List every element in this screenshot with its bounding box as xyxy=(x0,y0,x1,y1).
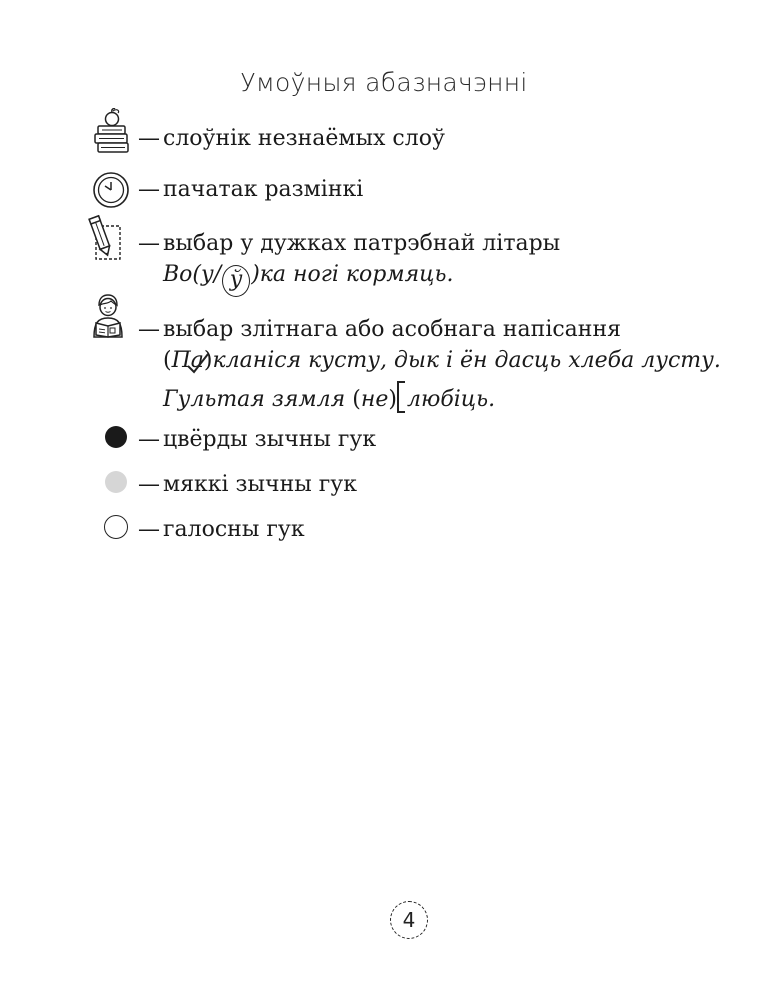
dash: — xyxy=(138,427,160,452)
dash: — xyxy=(138,231,160,256)
circled-letter: ў xyxy=(222,265,250,297)
clock-icon xyxy=(92,171,130,213)
letter-choice-label: выбар у дужках патрэбнай літары xyxy=(163,231,561,256)
separate-mark-icon xyxy=(397,381,405,413)
spelling-example-1 xyxy=(163,348,721,373)
example-text: кланіся кусту, дык і ён дасць хлеба лусту. xyxy=(212,348,721,373)
prefix-text: Па xyxy=(171,348,204,373)
page-number: 4 xyxy=(390,901,428,939)
dash: — xyxy=(138,517,160,542)
filled-grey-circle-icon xyxy=(105,471,127,493)
pencil-paper-icon xyxy=(88,212,124,266)
dash: — xyxy=(138,177,160,202)
option-letter: у xyxy=(201,262,214,287)
spelling-example-2 xyxy=(163,381,495,413)
example-text: )ка ногі кормяць. xyxy=(251,262,454,287)
filled-black-circle-icon xyxy=(105,426,127,448)
bracket: ) xyxy=(388,387,397,412)
warmup-label: пачатак размінкі xyxy=(163,177,364,202)
bracket: ( xyxy=(352,387,361,412)
dash: — xyxy=(138,317,160,342)
bracket: ) xyxy=(203,348,213,373)
hard-consonant-label: цвёрды зычны гук xyxy=(163,427,377,452)
letter-choice-example xyxy=(163,262,454,297)
books-apple-icon xyxy=(92,108,132,158)
spelling-choice-label: выбар злітнага або асобнага напісання xyxy=(163,317,621,342)
example-text: любіць. xyxy=(406,387,496,412)
soft-consonant-label: мяккі зычны гук xyxy=(163,472,357,497)
page-title: Умоўныя абазначэнні xyxy=(240,68,528,97)
bracket: ( xyxy=(163,348,172,373)
slash: / xyxy=(213,262,222,287)
dash: — xyxy=(138,126,160,151)
prefix-text: не xyxy=(360,387,389,412)
reading-boy-icon xyxy=(88,293,128,343)
outline-circle-icon xyxy=(104,515,128,539)
dash: — xyxy=(138,472,160,497)
example-text: Гультая зямля xyxy=(163,387,353,412)
example-text: Во( xyxy=(163,262,201,287)
dictionary-label: слоўнік незнаёмых слоў xyxy=(163,126,445,151)
prefix-with-mark xyxy=(172,348,204,373)
vowel-label: галосны гук xyxy=(163,517,305,542)
join-mark-icon xyxy=(186,352,210,376)
